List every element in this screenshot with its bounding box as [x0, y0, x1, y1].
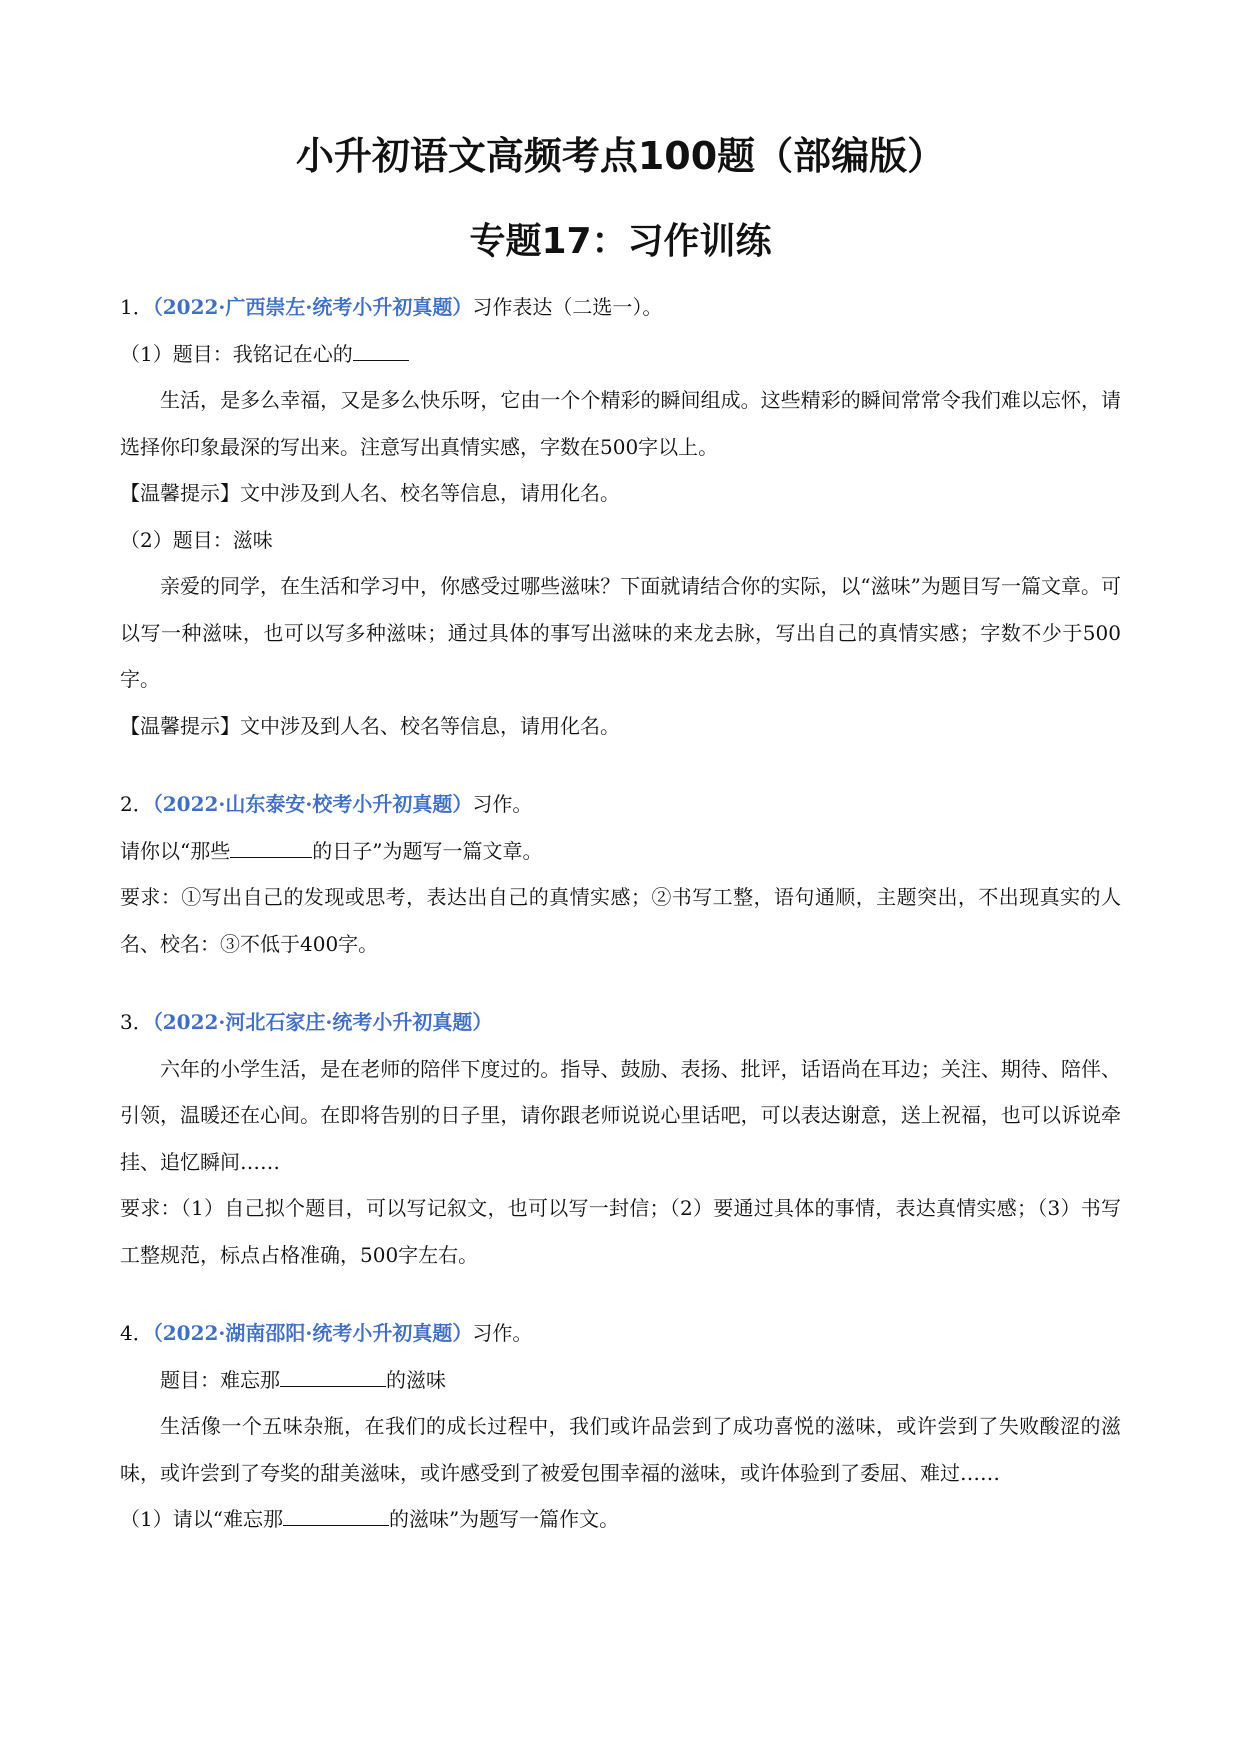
topic-after: 的滋味	[386, 1367, 446, 1392]
item-after: 的滋味”为题写一篇作文。	[388, 1507, 620, 1531]
question-intro: 习作。	[472, 792, 533, 816]
question-3-header	[120, 999, 1121, 1046]
question-number: 4．	[120, 1321, 153, 1345]
question-number: 3．	[120, 1010, 153, 1034]
question-4-body: 生活像一个五味杂瓶，在我们的成长过程中，我们或许品尝到了成功喜悦的滋味，或许尝到了失败酸涩的滋味，或许尝到了夸奖的甜美滋味，或许感受到了被爱包围幸福的滋味，或许体验到了委屈、难过……	[120, 1414, 1121, 1485]
tip-2: 【温馨提示】文中涉及到人名、校名等信息，请用化名。	[120, 713, 620, 738]
question-2-requirements: 要求：①写出自己的发现或思考，表达出自己的真情实感；②书写工整，语句通顺，主题突出，不出现真实的人名、校名：③不低于400字。	[120, 885, 1121, 956]
question-3-requirements: 要求：（1）自己拟个题目，可以写记叙文，也可以写一封信；（2）要通过具体的事情，表达真情实感；（3）书写工整规范，标点占格准确，500字左右。	[120, 1196, 1121, 1267]
question-2-prompt	[120, 828, 1121, 875]
question-4-topic	[120, 1357, 1121, 1404]
question-4-header	[120, 1310, 1121, 1357]
question-source: （2022·广西崇左·统考小升初真题）	[152, 295, 473, 319]
question-intro: 习作表达（二选一）。	[472, 295, 663, 319]
document-subtitle: 专题17：习作训练	[469, 221, 772, 262]
question-source: （2022·湖南邵阳·统考小升初真题）	[152, 1321, 473, 1345]
question-source: （2022·山东泰安·校考小升初真题）	[152, 792, 473, 816]
tip-1: 【温馨提示】文中涉及到人名、校名等信息，请用化名。	[120, 481, 620, 505]
fill-blank	[353, 340, 409, 361]
option-1-title-text: （1）题目：我铭记在心的	[120, 341, 353, 366]
question-intro: 习作。	[472, 1321, 533, 1345]
option-2-body: 亲爱的同学，在生活和学习中，你感受过哪些滋味？下面就请结合你的实际，以“滋味”为题目写一篇文章。可以写一种滋味，也可以写多种滋味；通过具体的事写出滋味的来龙去脉，写出自己的真情实感；字数不少于500字。	[120, 574, 1121, 691]
document-title: 小升初语文高频考点100题（部编版）	[295, 134, 946, 178]
fill-blank	[230, 837, 312, 858]
item-before: （1）请以“难忘那	[120, 1507, 283, 1531]
option-2-title: （2）题目：滋味	[120, 527, 273, 552]
topic-before: 题目：难忘那	[160, 1367, 280, 1392]
question-3-body: 六年的小学生活，是在老师的陪伴下度过的。指导、鼓励、表扬、批评，话语尚在耳边；关注、期待、陪伴、引领，温暖还在心间。在即将告别的日子里，请你跟老师说说心里话吧，可以表达谢意，送上祝福，也可以诉说牵挂、追忆瞬间……	[120, 1056, 1121, 1174]
question-2-header	[120, 781, 1121, 828]
prompt-before: 请你以“那些	[120, 838, 231, 863]
question-1	[120, 284, 1121, 749]
prompt-after: 的日子”为题写一篇文章。	[312, 838, 543, 863]
question-number: 1．	[120, 295, 153, 319]
option-1-title	[120, 331, 1121, 378]
question-number: 2．	[120, 792, 153, 816]
question-4	[120, 1310, 1121, 1543]
question-3	[120, 999, 1121, 1278]
question-2	[120, 781, 1121, 967]
question-1-header	[120, 284, 1121, 331]
fill-blank	[283, 1505, 389, 1526]
option-1-body: 生活，是多么幸福，又是多么快乐呀，它由一个个精彩的瞬间组成。这些精彩的瞬间常常令我们难以忘怀，请选择你印象最深的写出来。注意写出真情实感，字数在500字以上。	[120, 388, 1121, 459]
fill-blank	[280, 1366, 386, 1387]
question-4-item-1	[120, 1496, 1121, 1543]
question-source: （2022·河北石家庄·统考小升初真题）	[152, 1010, 493, 1034]
